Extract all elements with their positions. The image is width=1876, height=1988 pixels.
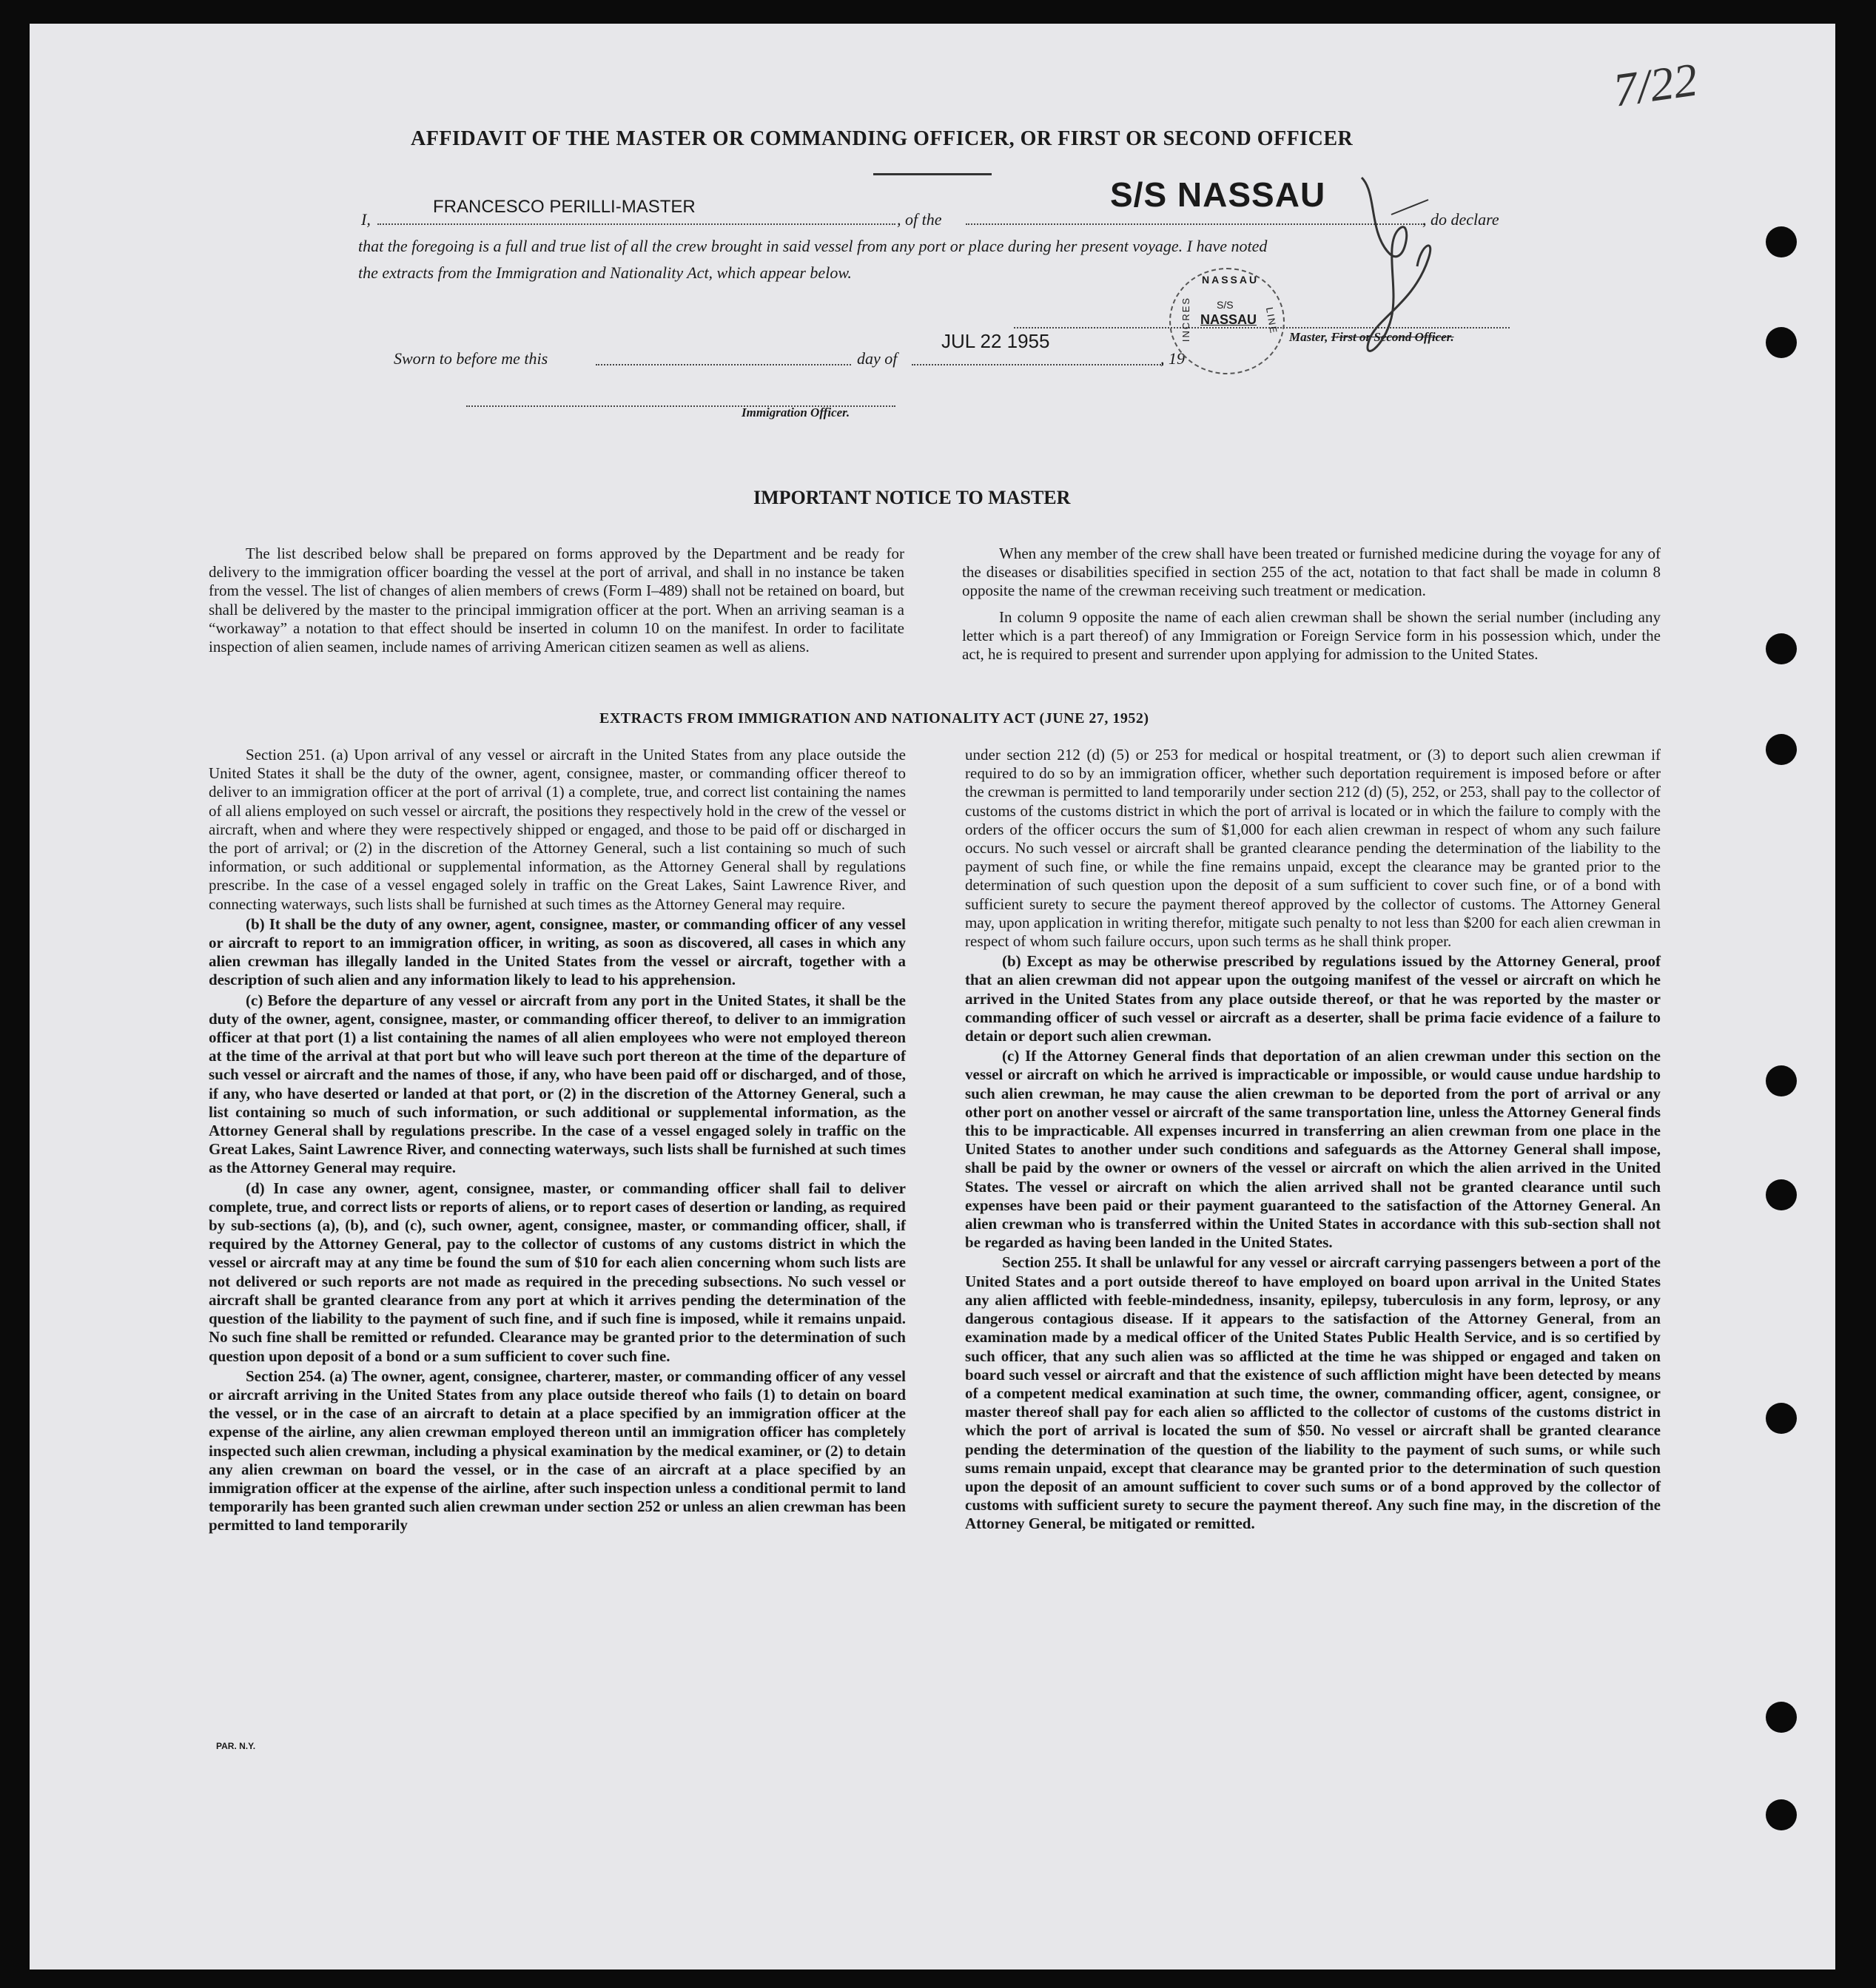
section-251a: Section 251. (a) Upon arrival of any vessel or aircraft in the United States from any place outside the United States it shall be the duty of the owner, agent, consignee, master, or commanding officer thereof to deliver to an immigration officer at the port of arrival (1) a complete, true, and correct list containing the names of all aliens employed on such vessel or aircraft, the positions they respectively hold in the crew of the vessel or aircraft, when and where they were respectively shipped or engaged, and those to be paid off or discharged in the port of arrival; or (2) in the discretion of the Attorney General, such a list containing so much of such information, or such additional or supplemental information, as the Attorney General shall by regulations prescribe. In the case of a vessel engaged solely in traffic on the Great Lakes, Saint Lawrence River, and connecting waterways, such lists shall be furnished at such times as the Attorney General may require. — [209, 746, 906, 913]
affidavit-title: AFFIDAVIT OF THE MASTER OR COMMANDING OFFICER, OR FIRST OR SECOND OFFICER — [411, 127, 1354, 150]
vessel-name-value: S/S NASSAU — [1110, 175, 1326, 214]
section-251b: (b) It shall be the duty of any owner, agent, consignee, master, or commanding officer of any vessel or aircraft to report to an immigration officer, in writing, as soon as discovered, all cases in which any alien crewman has illegally landed in the United States from the vessel or aircraft, together with a description of such alien and any information likely to lead to his apprehension. — [209, 914, 906, 989]
sworn-label: Sworn to before me this — [394, 349, 548, 368]
immigration-officer-line — [466, 391, 895, 407]
declaration-line-2: that the foregoing is a full and true list of all the crew brought in said vessel from any port or place during her present voyage. I have noted — [358, 237, 1268, 255]
punch-hole — [1766, 226, 1797, 257]
punch-hole — [1766, 327, 1797, 358]
section-254b: (b) Except as may be otherwise prescribed by regulations issued by the Attorney General, proof that an alien crewman did not appear upon the outgoing manifest of the vessel or aircraft on which he arrived in the United States from any place outside thereof, or that he was reported by the master or commanding officer of such vessel or aircraft as a deserter, shall be prima facie evidence of a failure to detain or deport such alien crewman. — [965, 952, 1661, 1045]
punch-hole — [1766, 1179, 1797, 1210]
notice-right-paragraph-2: In column 9 opposite the name of each alien crewman shall be shown the serial number (including any letter which is a part thereof) of any Immigration or Foreign Service form in his possession which, under the act, he is required to present and surrender upon applying for admission to the United States. — [962, 607, 1661, 664]
notice-right-column — [962, 545, 1661, 665]
section-254c: (c) If the Attorney General finds that deportation of an alien crewman under this section on the vessel or aircraft on which he arrived is impracticable or impossible, or would cause undue hardship to such alien crewman, he may cause the alien crewman to be deported from the port of arrival or any other port on another vessel or aircraft of the same transportation line, unless the Attorney General finds this to be impracticable. All expenses incurred in transferring an alien crewman from one place in the United States to another under such conditions and safeguards as the Attorney General shall impose, shall be paid by the owner or owners of the vessel or aircraft on which the alien arrived in the United States. The vessel or aircraft on which the alien arrived shall not be granted clearance until such expenses have been paid or their payment guaranteed to the satisfaction of the Attorney General. An alien crewman who is transferred within the United States in accordance with this sub-section shall not be regarded as having been landed in the United States. — [965, 1047, 1661, 1252]
printer-mark: PAR. N.Y. — [216, 1741, 256, 1751]
year-prefix-label: , 19 — [1160, 349, 1185, 368]
punch-hole — [1766, 1403, 1797, 1434]
extracts-title: EXTRACTS FROM IMMIGRATION AND NATIONALITY ACT (JUNE 27, 1952) — [599, 710, 1149, 727]
officer-struck-label: First or Second Officer. — [1331, 330, 1454, 344]
of-the-label: , of the — [897, 210, 942, 229]
stamp-left-text: INCRES — [1180, 296, 1192, 343]
do-declare-label: , do declare — [1422, 210, 1499, 229]
master-name-value: FRANCESCO PERILLI-MASTER — [433, 197, 696, 217]
corner-handwritten-note: 7/22 — [1610, 53, 1701, 117]
master-signature — [1347, 170, 1458, 370]
punch-hole — [1766, 734, 1797, 765]
day-of-label: day of — [857, 349, 898, 368]
punch-hole — [1766, 1065, 1797, 1096]
i-label: I, — [361, 210, 371, 229]
notice-right-paragraph-1: When any member of the crew shall have been treated or furnished medicine during the voyage for any of the diseases or disabilities specified in section 255 of the act, notation to that fact shall be made in column 8 opposite the name of the crewman receiving such treatment or medication. — [962, 545, 1661, 600]
section-251c: (c) Before the departure of any vessel or aircraft from any port in the United States, it shall be the duty of the owner, agent, consignee, master, or commanding officer thereof, to deliver to an immigration officer at that port (1) a list containing the names of all alien employees who were not employed thereon at the time of the arrival at that port but who will leave such port thereon at the time of the departure of such vessel or aircraft and the names of those, if any, who have been paid off or discharged, and of those, if any, who have deserted or landed at that port, or (2) in the discretion of the Attorney General, such a list containing so much of such information, or such additional or supplemental information, as the Attorney General shall by regulations prescribe. In the case of a vessel engaged solely in traffic on the Great Lakes, Saint Lawrence River, and connecting waterways, such lists shall be furnished at such times as the Attorney General may require. — [209, 991, 906, 1177]
section-255: Section 255. It shall be unlawful for any vessel or aircraft carrying passengers between a port of the United States and a port outside thereof to have employed on board upon arrival in the United States any alien afflicted with feeble-mindedness, insanity, epilepsy, tuberculosis in any form, leprosy, or any dangerous contagious disease. If it appears to the satisfaction of the Attorney General, from an examination made by a medical officer of the United States Public Health Service, and is so certified by such officer, that any such alien was so afflicted at the time he was shipped or engaged and taken on board such vessel or aircraft and that the existence of such affliction might have been detected by means of a competent medical examination at such time, the owner, commanding officer, agent, consignee, or master thereof shall pay for each alien so afflicted to the collector of customs of the customs district in which the port of arrival is located the sum of $50. No vessel or aircraft shall be granted clearance pending the determination of the question of the liability to the payment of such sums, or while such sums remain unpaid, except that clearance may be granted prior to the determination of such question upon the deposit of an amount sufficient to cover such sums or of a bond approved by the collector of customs with sufficient surety to secure the payment thereof. Any such fine may, in the discretion of the Attorney General, be mitigated or remitted. — [965, 1253, 1661, 1533]
title-rule — [873, 173, 992, 175]
master-label: Master, — [1289, 330, 1328, 344]
punch-hole — [1766, 633, 1797, 664]
punch-hole — [1766, 1799, 1797, 1830]
notice-left-column — [209, 545, 904, 658]
section-251d: (d) In case any owner, agent, consignee, master, or commanding officer shall fail to deliver complete, true, and correct lists or reports of aliens, or to report cases of desertion or landing, as required by sub-sections (a), (b), and (c), such owner, agent, consignee, master, or commanding officer, shall, if required by the Attorney General, pay to the collector of customs of any customs district in which the vessel or aircraft may at any time be found the sum of $10 for each alien concerning whom such lists are not delivered or such reports are not made as required in the preceding subsections. No such vessel or aircraft shall be granted clearance from any port at which it arrives pending the determination of the question of the liability to the payment of such fine, and if such fine is imposed, while it remains unpaid. No such fine shall be remitted or refunded. Clearance may be granted prior to the determination of such question upon deposit of a bond or a sum sufficient to cover such fine. — [209, 1179, 906, 1365]
stamp-ss: S/S — [1217, 299, 1234, 311]
extracts-left-column — [209, 746, 906, 1537]
sworn-day-field — [596, 345, 851, 365]
stamp-right-text: LINE — [1263, 306, 1280, 335]
immigration-officer-label: Immigration Officer. — [742, 405, 850, 419]
punch-hole — [1766, 1702, 1797, 1733]
notice-left-paragraph: The list described below shall be prepared on forms approved by the Department and be ready for delivery to the immigration officer boarding the vessel at the port of arrival, and shall in no instance be taken from the vessel. The list of changes of alien members of crews (Form I–489) shall not be retained on board, but shall be delivered by the master to the principal immigration officer at the port. When an arriving seaman is a “workaway” a notation to that effect should be inserted in column 10 on the manifest. In order to facilitate inspection of alien seamen, include names of arriving American citizen seamen as well as aliens. — [209, 545, 904, 656]
notice-title: IMPORTANT NOTICE TO MASTER — [753, 487, 1071, 508]
declaration-line-3: the extracts from the Immigration and Nationality Act, which appear below. — [358, 263, 852, 282]
ship-stamp — [1169, 268, 1285, 374]
section-254a: Section 254. (a) The owner, agent, consignee, charterer, master, or commanding officer of any vessel or aircraft arriving in the United States from any place outside thereof who fails (1) to detain on board the vessel, or in the case of an aircraft to detain at a place specified by an immigration officer at the expense of the airline, any alien crewman employed thereon until an immigration officer has completely inspected such alien crewman, including a physical examination by the medical examiner, or (2) to detain any alien crewman on board the vessel, or in the case of an aircraft at a place specified by an immigration officer at the expense of the airline, after such inspection unless a conditional permit to land temporarily has been granted such alien crewman under section 252 or unless an alien crewman has been permitted to land temporarily — [209, 1367, 906, 1534]
stamp-name: NASSAU — [1200, 312, 1257, 327]
sworn-date-value: JUL 22 1955 — [941, 330, 1050, 352]
section-254a-continued: under section 212 (d) (5) or 253 for medical or hospital treatment, or (3) to deport such alien crewman if required to do so by an immigration officer, whether such deportation requirement is imposed before or after the crewman is permitted to land temporarily under section 212 (d) (5), 252, or 253, shall pay to the collector of customs of the customs district in which the port of arrival is located or in which the failure to comply with the orders of the officer occurs the sum of $1,000 for each alien crewman in respect of whom any such failure occurs. No such vessel or aircraft shall be granted clearance pending the determination of the liability to the payment of such fine, or while the fine remains unpaid, except the clearance may be granted prior to the determination of such question upon the deposit of a sum sufficient to cover such fine, or of a bond with sufficient surety to secure the payment thereof approved by the collector of customs. The Attorney General may, upon application in writing therefor, mitigate such penalty to not less than $200 for each alien crewman in respect of whom such failure occurs, upon such terms as he shall think proper. — [965, 746, 1661, 951]
extracts-right-column — [965, 746, 1661, 1535]
stamp-top-text: NASSAU — [1202, 274, 1260, 286]
